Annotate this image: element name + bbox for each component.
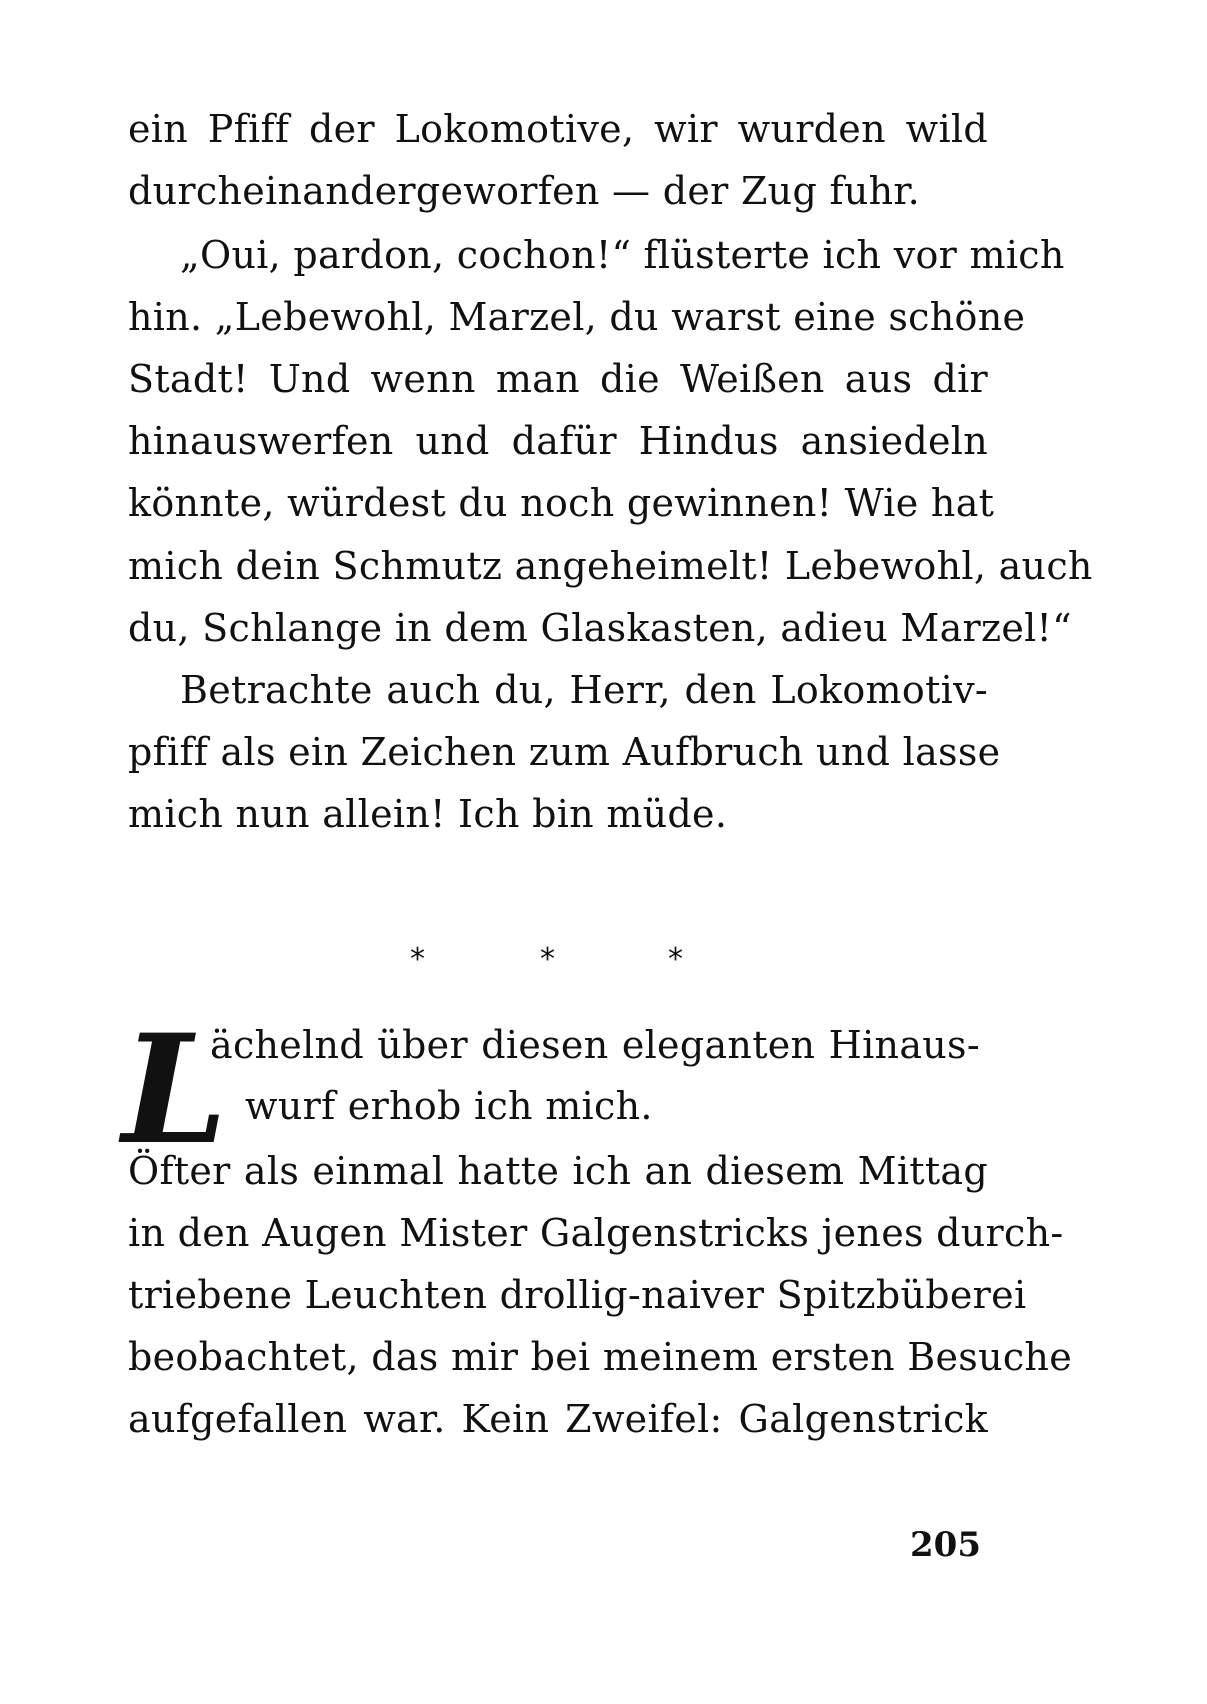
separator-star: *	[668, 942, 683, 977]
text-line: beobachtet, das mir bei meinem ersten Besuche	[128, 1335, 1072, 1379]
text-line: durcheinandergeworfen — der Zug fuhr.	[128, 169, 921, 213]
text-line: Öfter als einmal hatte ich an diesem Mittag	[128, 1149, 988, 1193]
text-line: in den Augen Mister Galgenstricks jenes durch-	[128, 1211, 1064, 1255]
text-line: Betrachte auch du, Herr, den Lokomotiv-	[180, 668, 988, 712]
section-separator	[400, 940, 700, 980]
text-line: ächelnd über diesen eleganten Hinaus-	[210, 1023, 980, 1067]
separator-star: *	[540, 942, 555, 977]
text-line: ein Pfiff der Lokomotive, wir wurden wild	[128, 107, 988, 151]
text-line: triebene Leuchten drollig-naiver Spitzbüberei	[128, 1273, 1027, 1317]
text-line: hin. „Lebewohl, Marzel, du warst eine schöne	[128, 295, 1026, 339]
text-line: du, Schlange in dem Glaskasten, adieu Marzel!“	[128, 606, 1072, 650]
drop-cap: L	[122, 1002, 228, 1178]
text-line: „Oui, pardon, cochon!“ flüsterte ich vor mich	[180, 233, 1065, 277]
text-line: aufgefallen war. Kein Zweifel: Galgenstrick	[128, 1397, 988, 1441]
text-line: mich nun allein! Ich bin müde.	[128, 792, 728, 836]
page-number: 205	[910, 1525, 981, 1565]
text-line: pfiff als ein Zeichen zum Aufbruch und lasse	[128, 730, 1001, 774]
separator-star: *	[410, 942, 425, 977]
text-line: wurf erhob ich mich.	[245, 1084, 653, 1128]
text-line: mich dein Schmutz angeheimelt! Lebewohl, auch	[128, 544, 1093, 588]
text-line: Stadt! Und wenn man die Weißen aus dir	[128, 357, 988, 401]
text-line: könnte, würdest du noch gewinnen! Wie hat	[128, 481, 995, 525]
text-line: hinauswerfen und dafür Hindus ansiedeln	[128, 419, 988, 463]
